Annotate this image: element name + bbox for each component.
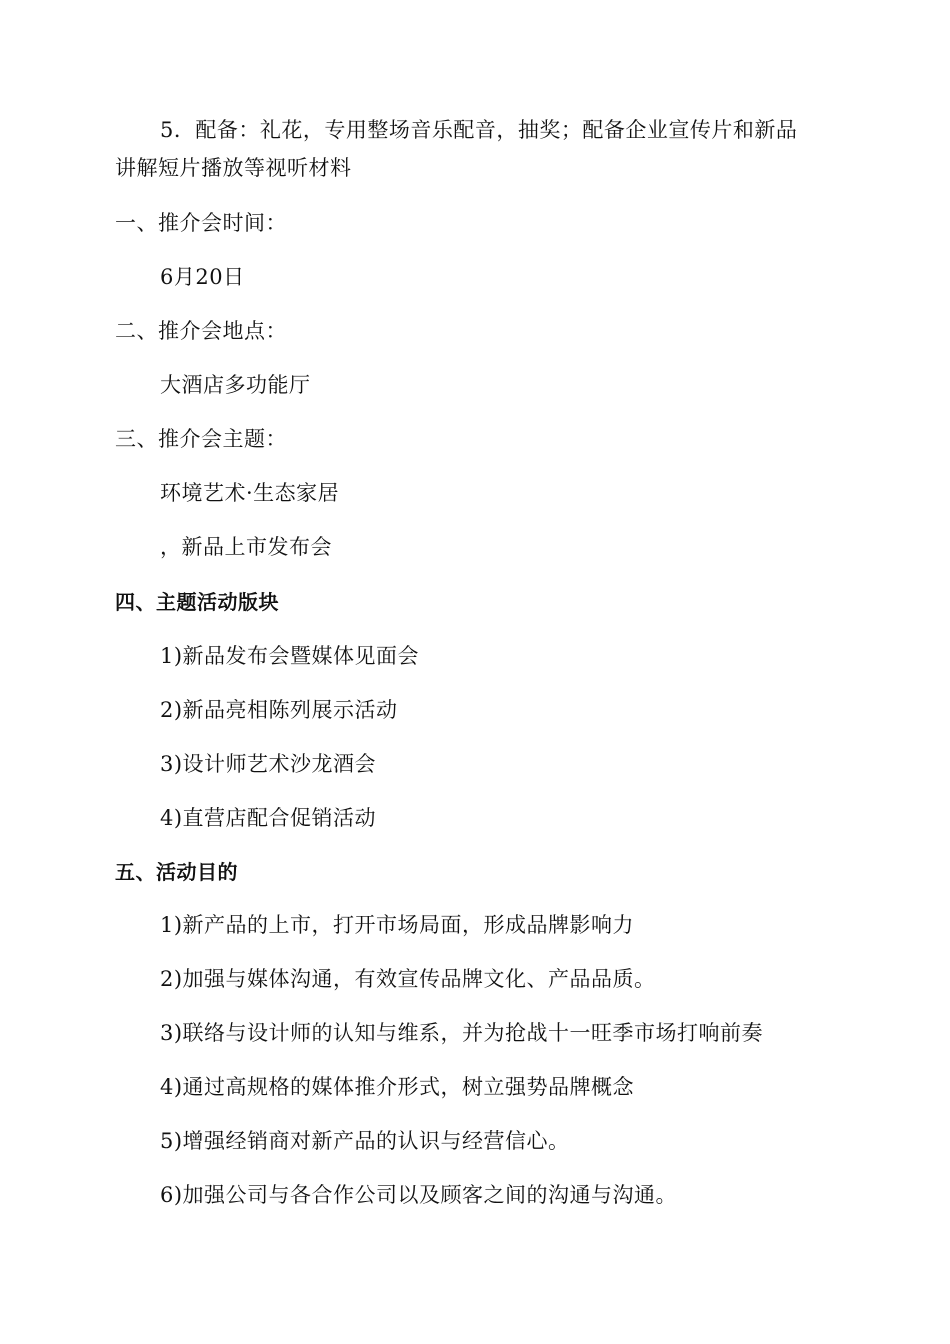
- section2-heading: 二、推介会地点：: [115, 319, 287, 343]
- section5-heading: 五、活动目的: [115, 860, 238, 884]
- section3-heading: 三、推介会主题：: [115, 427, 287, 451]
- section4-item: 1)新品发布会暨媒体见面会: [160, 644, 420, 668]
- section5-item: 3)联络与设计师的认知与维系，并为抢战十一旺季市场打响前奏: [160, 1021, 764, 1045]
- item5-line2: 讲解短片播放等视听材料: [115, 156, 352, 180]
- section3-value1: 环境艺术·生态家居: [160, 481, 340, 505]
- section5-item: 4)通过高规格的媒体推介形式，树立强势品牌概念: [160, 1075, 635, 1099]
- item5-line1: 5．配备：礼花，专用整场音乐配音，抽奖；配备企业宣传片和新品: [160, 118, 798, 142]
- section1-value: 6月20日: [160, 265, 245, 289]
- section5-item: 2)加强与媒体沟通，有效宣传品牌文化、产品品质。: [160, 967, 656, 991]
- section5-item: 6)加强公司与各合作公司以及顾客之间的沟通与沟通。: [160, 1183, 678, 1207]
- section5-item: 5)增强经销商对新产品的认识与经营信心。: [160, 1129, 570, 1153]
- section4-item: 3)设计师艺术沙龙酒会: [160, 752, 377, 776]
- section1-heading: 一、推介会时间：: [115, 211, 287, 235]
- section4-item: 2)新品亮相陈列展示活动: [160, 698, 398, 722]
- section4-item: 4)直营店配合促销活动: [160, 806, 377, 830]
- section4-heading: 四、主题活动版块: [115, 590, 279, 614]
- section3-value2: ，新品上市发布会: [160, 535, 332, 559]
- section2-value: 大酒店多功能厅: [160, 373, 311, 397]
- section5-item: 1)新产品的上市，打开市场局面，形成品牌影响力: [160, 913, 635, 937]
